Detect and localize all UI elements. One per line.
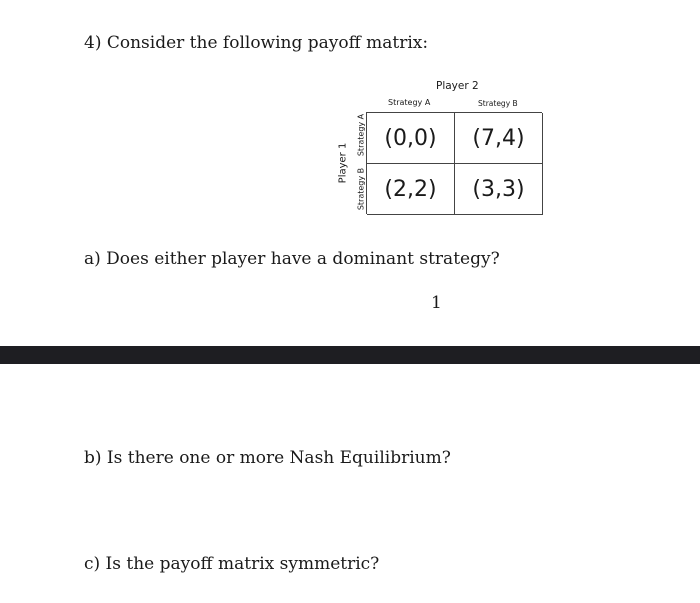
payoff-matrix bbox=[366, 112, 542, 214]
payoff-cell-ab: (7,4) bbox=[455, 113, 543, 164]
column-strategy-b-label: Strategy B bbox=[478, 99, 518, 108]
row-player-label: Player 1 bbox=[337, 142, 349, 184]
page-number: 1 bbox=[431, 293, 442, 313]
payoff-cell-ba: (2,2) bbox=[367, 164, 455, 215]
question-b-text: b) Is there one or more Nash Equilibrium? bbox=[84, 448, 451, 468]
question-4-text: 4) Consider the following payoff matrix: bbox=[84, 33, 429, 53]
column-strategy-a-label: Strategy A bbox=[388, 98, 431, 107]
question-a-text: a) Does either player have a dominant strategy? bbox=[84, 249, 500, 269]
column-player-label: Player 2 bbox=[436, 80, 479, 92]
page-divider bbox=[0, 346, 700, 364]
payoff-cell-bb: (3,3) bbox=[455, 164, 543, 215]
payoff-cell-aa: (0,0) bbox=[367, 113, 455, 164]
question-c-text: c) Is the payoff matrix symmetric? bbox=[84, 554, 380, 574]
row-strategy-a-label: Strategy A bbox=[356, 113, 366, 157]
row-strategy-b-label: Strategy B bbox=[356, 167, 366, 211]
